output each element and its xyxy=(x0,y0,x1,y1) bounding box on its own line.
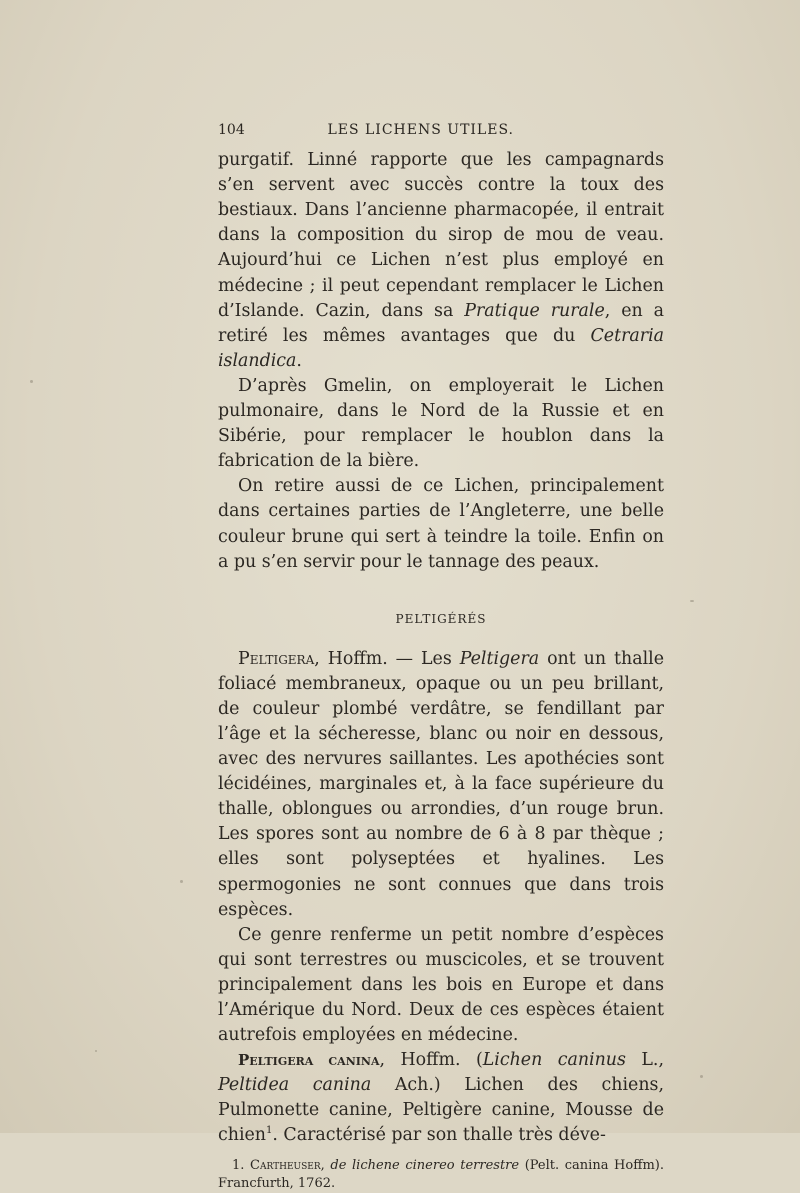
paper-speck xyxy=(95,1050,97,1052)
paragraph-2: D’après Gmelin, on employerait le Lichen pulmonaire, dans le Nord de la Russie et en Sibérie, pour remplacer le houblon dans la fabrication de la bière. xyxy=(218,375,664,472)
paragraph-3: On retire aussi de ce Lichen, principalement dans certaines parties de l’Angleterre, une belle couleur brune qui sert à teindre la toile. Enfin on a pu s’en servir pour le tannage des peaux. xyxy=(218,476,664,572)
paragraph-5: Ce genre renferme un petit nombre d’espèces qui sont terrestres ou muscicoles, et se trouvent principalement dans les bois en Europe et dans l’Amérique du Nord. Deux de ces espèces étaient autrefois employées en médecine. xyxy=(218,924,664,1046)
paper-speck xyxy=(690,600,694,602)
paper-speck xyxy=(30,380,33,383)
genus-name: Peltigera xyxy=(238,648,315,669)
section-title: PELTIGÉRÉS xyxy=(395,611,487,626)
book-title: Pratique rurale xyxy=(464,300,605,321)
paragraph-1: purgatif. Linné rapporte que les campagnards s’en servent avec succès contre la toux des bestiaux. Dans l’ancienne pharmacopée, il entrait dans la composition du sirop de mou de veau. Aujourd’hui ce Lichen n’est plus employé en médecine ; il peut cependant remplacer le Lichen d’Islande. Cazin, dans sa Pratique rurale, en a retiré les mêmes avantages que du Cetraria islandica. xyxy=(218,150,664,371)
running-title: LES LICHENS UTILES. xyxy=(327,122,514,138)
paragraph-6: Peltigera canina, Hoffm. (Lichen caninus L., Peltidea canina Ach.) Lichen des chiens, Pulmonette canine, Peltigère canine, Mousse de chien$^1$. Caractérisé par son thalle très déve- xyxy=(218,1050,664,1146)
text-block xyxy=(218,118,664,1193)
paragraph-4: Peltigera, Hoffm. — Les Peltigera ont un thalle foliacé membraneux, opaque ou un peu brillant, de couleur plombé verdâtre, se fendillant par l’âge et la sécheresse, blanc ou noir en dessous, avec des nervures saillantes. Les apothécies sont lécidéines, marginales et, à la face supérieure du thalle, oblongues ou arrondies, d’un rouge brun. Les spores sont au nombre de 6 à 8 par thèque ; elles sont polyseptées et hyalines. Les spermogonies ne sont connues que dans trois espèces. xyxy=(218,648,664,920)
paper-speck xyxy=(700,1075,703,1078)
species-heading: Peltigera canina xyxy=(238,1051,380,1070)
footnote-ref: 1 xyxy=(266,1125,273,1137)
running-head xyxy=(218,118,664,143)
species-name: Cetraria islandica xyxy=(218,325,664,371)
footnote: 1. Cartheuser, de lichene cinereo terrestre (Pelt. canina Hoffm). Francfurth, 1762. xyxy=(218,1157,664,1191)
paper-speck xyxy=(180,880,183,883)
page-number: 104 xyxy=(218,122,245,138)
